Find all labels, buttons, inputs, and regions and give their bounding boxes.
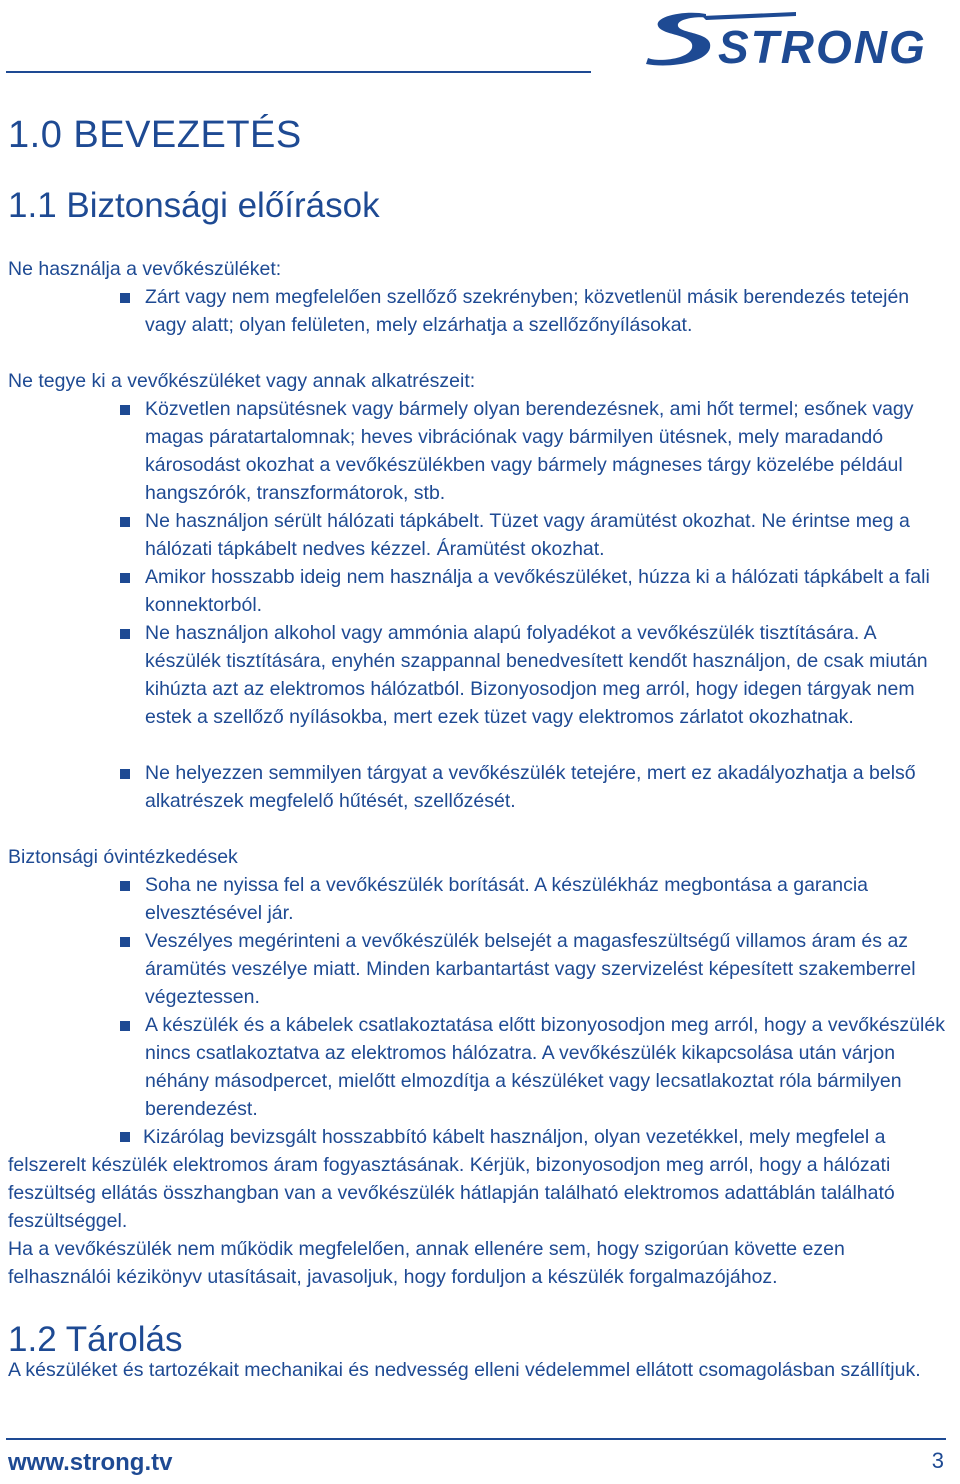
page-number: 3 bbox=[931, 1448, 944, 1473]
strong-logo bbox=[646, 8, 946, 68]
subsection-title-usage: Ne használja a vevőkészüléket: bbox=[8, 258, 282, 280]
section-heading-storage: 1.2 Tárolás bbox=[8, 1320, 183, 1359]
footer-url-link[interactable]: www.strong.tv bbox=[8, 1449, 173, 1476]
list-item: A készülék és a kábelek csatlakoztatása előtt bizonyosodjon meg arról, hogy a vevőkészülék nincs csatlakoztatva az elektromos hálózatra. A vevőkészülék kikapcsolása után várjon néhány másodpercet, mielőtt elmozdítja a készüléket vagy lecsatlakoztat róla bármilyen berendezést. bbox=[145, 1011, 945, 1123]
subsection-title-exposure: Ne tegye ki a vevőkészüléket vagy annak alkatrészeit: bbox=[8, 370, 476, 392]
extension-cable-text: Kizárólag bevizsgált hosszabbító kábelt használjon, olyan vezetékkel, mely megfelel a felszerelt készülék elektromos áram fogyasztásának. Kérjük, bizonyosodjon meg arról, hogy a hálózati feszültség ellátás összhangban van a vevőkészülék hátlapján található elektromos adattáblán található feszültséggel. bbox=[8, 1126, 895, 1232]
list-item: Veszélyes megérinteni a vevőkészülék belsejét a magasfeszültségű villamos áram és az áramütés veszélye miatt. Minden karbantartást vagy szervizelést képesített szakemberrel végeztessen. bbox=[145, 927, 945, 1011]
header-rule bbox=[6, 71, 591, 73]
chapter-heading: 1.0 BEVEZETÉS bbox=[8, 114, 302, 156]
storage-text: A készüléket és tartozékait mechanikai és nedvesség elleni védelemmel ellátott csomagolásban szállítjuk. bbox=[8, 1359, 921, 1381]
list-item-wrapped bbox=[8, 1123, 943, 1235]
footer-rule bbox=[6, 1438, 946, 1440]
section-heading-safety: 1.1 Biztonsági előírások bbox=[8, 186, 380, 225]
subsection-title-precautions: Biztonsági óvintézkedések bbox=[8, 846, 238, 868]
svg-text:STRONG: STRONG bbox=[718, 21, 927, 68]
list-item: Amikor hosszabb ideig nem használja a vevőkészüléket, húzza ki a hálózati tápkábelt a fali konnektorból. bbox=[145, 563, 945, 619]
list-item: Ne helyezzen semmilyen tárgyat a vevőkészülék tetejére, mert ez akadályozhatja a belső alkatrészek megfelelő hűtését, szellőzését. bbox=[145, 759, 945, 815]
list-item: Soha ne nyissa fel a vevőkészülék borítását. A készülékház megbontása a garancia elvesztésével jár. bbox=[145, 871, 945, 927]
bullet-icon bbox=[120, 1132, 130, 1142]
list-item: Ne használjon sérült hálózati tápkábelt. Tüzet vagy áramütést okozhat. Ne érintse meg a hálózati tápkábelt nedves kézzel. Áramütést okozhat. bbox=[145, 507, 945, 563]
support-note: Ha a vevőkészülék nem működik megfelelően, annak ellenére sem, hogy szigorúan követte ezen felhasználói kézikönyv utasításait, javasoljuk, hogy forduljon a készülék forgalmazójához. bbox=[8, 1238, 845, 1288]
list-item: Ne használjon alkohol vagy ammónia alapú folyadékot a vevőkészülék tisztítására. A készülék tisztítására, enyhén szappannal benedvesített kendőt használjon, de csak miután kihúzta azt az elektromos hálózatból. Bizonyosodjon meg arról, hogy idegen tárgyak nem estek a szellőző nyílásokba, mert ezek tüzet vagy elektromos zárlatot okozhatnak. bbox=[145, 619, 945, 731]
list-item: Zárt vagy nem megfelelően szellőző szekrényben; közvetlenül másik berendezés tetején vagy alatt; olyan felületen, mely elzárhatja a szellőzőnyílásokat. bbox=[145, 283, 945, 339]
list-item: Közvetlen napsütésnek vagy bármely olyan berendezésnek, ami hőt termel; esőnek vagy magas páratartalomnak; heves vibrációnak vagy bármilyen ütésnek, mely maradandó károsodást okozhat a vevőkészülékben vagy bármely mágneses tárgy közelébe például hangszórók, transzformátorok, stb. bbox=[145, 395, 945, 507]
